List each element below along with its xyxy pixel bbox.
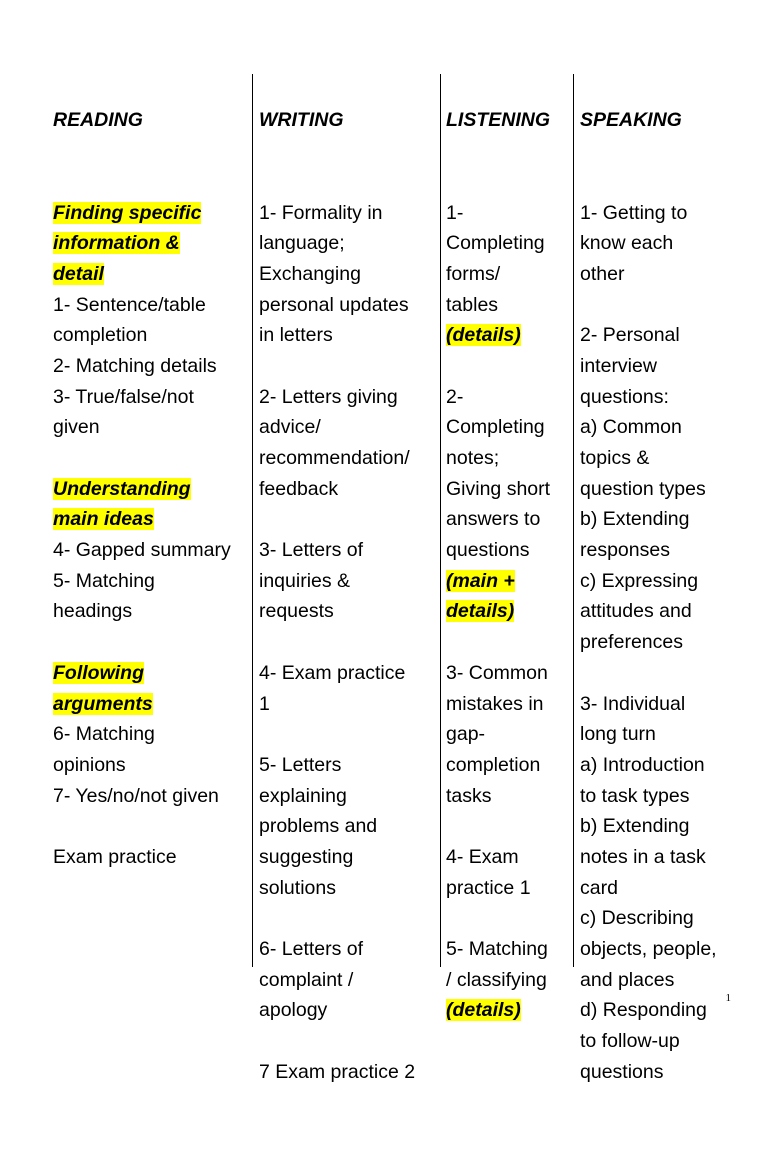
blank-line: [446, 351, 570, 382]
blank-line: [259, 903, 441, 934]
line-text: to task types: [580, 784, 690, 807]
blank-line: [446, 811, 570, 842]
text-line: [259, 412, 441, 443]
text-line: [53, 842, 249, 873]
text-line: [259, 198, 441, 229]
line-text: know each: [580, 232, 674, 255]
text-line: [259, 781, 441, 812]
line-text: c) Expressing: [580, 569, 699, 592]
text-line: [259, 842, 441, 873]
blank-line: [259, 351, 441, 382]
highlighted-line: [446, 995, 570, 1026]
text-line: [446, 504, 570, 535]
line-text: in letters: [259, 324, 333, 347]
text-line: [580, 351, 760, 382]
text-line: [53, 719, 249, 750]
highlighted-line: [53, 198, 249, 229]
text-line: [53, 566, 249, 597]
text-line: [580, 382, 760, 413]
text-line: [580, 719, 760, 750]
line-text: 3- Letters of: [259, 539, 364, 562]
line-text: recommendation/: [259, 447, 410, 470]
line-text: personal updates: [259, 293, 409, 316]
highlighted-line: [53, 228, 249, 259]
text-line: [446, 781, 570, 812]
text-line: [259, 596, 441, 627]
text-line: [53, 535, 249, 566]
line-text: requests: [259, 600, 334, 623]
line-text: mistakes in: [446, 692, 544, 715]
line-text: attitudes and: [580, 600, 692, 623]
text-line: [446, 965, 570, 996]
text-line: [259, 689, 441, 720]
line-text: inquiries &: [259, 569, 351, 592]
text-line: [446, 412, 570, 443]
line-text: c) Describing: [580, 907, 694, 930]
blank-line: [446, 903, 570, 934]
text-line: [259, 474, 441, 505]
line-text: 3- Individual: [580, 692, 686, 715]
line-text: 1-: [446, 201, 464, 224]
text-line: [580, 842, 760, 873]
text-line: [580, 1026, 760, 1057]
speaking-header: SPEAKING: [580, 109, 682, 132]
listening-header: LISTENING: [446, 109, 551, 132]
line-text: objects, people,: [580, 938, 717, 961]
blank-line: [259, 504, 441, 535]
speaking-lines: [580, 198, 760, 1088]
highlighted-text: details): [446, 600, 515, 623]
column-divider-2: [440, 74, 441, 967]
highlighted-text: (details): [446, 324, 521, 347]
text-line: [53, 412, 249, 443]
line-text: questions: [446, 539, 530, 562]
text-line: [259, 658, 441, 689]
text-line: [446, 750, 570, 781]
line-text: 2-: [446, 385, 464, 408]
highlighted-line: [53, 259, 249, 290]
text-line: [53, 290, 249, 321]
line-text: questions: [580, 1060, 664, 1083]
line-text: notes in a task: [580, 845, 706, 868]
line-text: advice/: [259, 416, 321, 439]
line-text: responses: [580, 539, 670, 562]
line-text: feedback: [259, 477, 339, 500]
line-text: Exam practice: [53, 845, 177, 868]
blank-line: [259, 627, 441, 658]
text-line: [259, 320, 441, 351]
text-line: [259, 873, 441, 904]
line-text: 6- Matching: [53, 723, 155, 746]
highlighted-line: [53, 504, 249, 535]
line-text: topics &: [580, 447, 650, 470]
line-text: tasks: [446, 784, 492, 807]
line-text: notes;: [446, 447, 500, 470]
line-text: card: [580, 876, 618, 899]
column-divider-3: [573, 74, 574, 967]
line-text: a) Introduction: [580, 753, 705, 776]
highlighted-text: Understanding: [53, 477, 191, 500]
text-line: [259, 228, 441, 259]
highlighted-line: [53, 658, 249, 689]
highlighted-line: [53, 474, 249, 505]
text-line: [580, 443, 760, 474]
text-line: [446, 658, 570, 689]
text-line: [580, 1057, 760, 1088]
text-line: [580, 412, 760, 443]
text-line: [446, 934, 570, 965]
text-line: [580, 504, 760, 535]
text-line: [580, 566, 760, 597]
highlighted-text: main ideas: [53, 508, 154, 531]
highlighted-line: [446, 596, 570, 627]
line-text: 1- Sentence/table: [53, 293, 206, 316]
reading-lines: [53, 198, 249, 873]
blank-line: [580, 658, 760, 689]
line-text: explaining: [259, 784, 347, 807]
line-text: a) Common: [580, 416, 682, 439]
writing-column: [259, 44, 441, 1149]
line-text: Completing: [446, 232, 545, 255]
line-text: and places: [580, 968, 675, 991]
line-text: Completing: [446, 416, 545, 439]
line-text: interview: [580, 354, 657, 377]
highlighted-text: Following: [53, 661, 144, 684]
blank-line: [53, 443, 249, 474]
highlighted-text: (main +: [446, 569, 515, 592]
text-line: [580, 198, 760, 229]
line-text: tables: [446, 293, 499, 316]
line-text: problems and: [259, 815, 378, 838]
text-line: [446, 382, 570, 413]
text-line: [259, 965, 441, 996]
line-text: completion: [446, 753, 541, 776]
text-line: [446, 198, 570, 229]
reading-column: [53, 44, 249, 934]
text-line: [580, 811, 760, 842]
text-line: [259, 934, 441, 965]
line-text: 6- Letters of: [259, 938, 364, 961]
text-line: [259, 995, 441, 1026]
text-line: [259, 535, 441, 566]
text-line: [580, 995, 760, 1026]
text-line: [53, 382, 249, 413]
listening-lines: [446, 198, 570, 1027]
text-line: [446, 443, 570, 474]
line-text: language;: [259, 232, 345, 255]
text-line: [446, 535, 570, 566]
text-line: [446, 474, 570, 505]
line-text: 4- Gapped summary: [53, 539, 231, 562]
line-text: 2- Letters giving: [259, 385, 398, 408]
blank-line: [53, 811, 249, 842]
page-number: 1: [725, 992, 731, 1004]
line-text: 1- Formality in: [259, 201, 383, 224]
text-line: [580, 750, 760, 781]
writing-lines: [259, 198, 441, 1088]
text-line: [580, 934, 760, 965]
line-text: 1- Getting to: [580, 201, 688, 224]
listening-column: [446, 44, 570, 1087]
text-line: [446, 689, 570, 720]
line-text: 7 Exam practice 2: [259, 1060, 416, 1083]
line-text: questions:: [580, 385, 669, 408]
text-line: [259, 566, 441, 597]
line-text: long turn: [580, 723, 656, 746]
line-text: opinions: [53, 753, 126, 776]
blank-line: [259, 1026, 441, 1057]
line-text: b) Extending: [580, 508, 690, 531]
line-text: forms/: [446, 262, 501, 285]
line-text: Exchanging: [259, 262, 361, 285]
text-line: [53, 351, 249, 382]
highlighted-text: Finding specific: [53, 201, 202, 224]
text-line: [259, 750, 441, 781]
line-text: 4- Exam: [446, 845, 519, 868]
line-text: other: [580, 262, 625, 285]
reading-header: READING: [53, 109, 143, 132]
line-text: d) Responding: [580, 999, 707, 1022]
blank-line: [580, 290, 760, 321]
line-text: 3- True/false/not: [53, 385, 194, 408]
text-line: [580, 320, 760, 351]
text-line: [259, 443, 441, 474]
line-text: 5- Letters: [259, 753, 342, 776]
text-line: [259, 259, 441, 290]
text-line: [259, 811, 441, 842]
line-text: b) Extending: [580, 815, 690, 838]
line-text: 4- Exam practice: [259, 661, 406, 684]
text-line: [580, 228, 760, 259]
highlighted-line: [53, 689, 249, 720]
line-text: practice 1: [446, 876, 531, 899]
line-text: 3- Common: [446, 661, 548, 684]
line-text: completion: [53, 324, 148, 347]
highlighted-line: [446, 566, 570, 597]
line-text: 7- Yes/no/not given: [53, 784, 219, 807]
highlighted-text: arguments: [53, 692, 153, 715]
text-line: [53, 750, 249, 781]
text-line: [580, 627, 760, 658]
column-divider-1: [252, 74, 253, 967]
highlighted-line: [446, 320, 570, 351]
line-text: headings: [53, 600, 133, 623]
line-text: 2- Personal: [580, 324, 680, 347]
text-line: [580, 689, 760, 720]
text-line: [53, 781, 249, 812]
text-line: [580, 781, 760, 812]
blank-line: [53, 627, 249, 658]
line-text: 5- Matching: [446, 938, 548, 961]
highlighted-text: information &: [53, 232, 180, 255]
blank-line: [259, 719, 441, 750]
text-line: [580, 474, 760, 505]
blank-line: [446, 627, 570, 658]
line-text: question types: [580, 477, 706, 500]
text-line: [580, 873, 760, 904]
text-line: [446, 873, 570, 904]
line-text: 5- Matching: [53, 569, 155, 592]
line-text: suggesting: [259, 845, 354, 868]
text-line: [446, 228, 570, 259]
line-text: given: [53, 416, 100, 439]
text-line: [53, 596, 249, 627]
line-text: 1: [259, 692, 270, 715]
text-line: [446, 290, 570, 321]
text-line: [580, 903, 760, 934]
text-line: [446, 259, 570, 290]
line-text: apology: [259, 999, 328, 1022]
line-text: gap-: [446, 723, 486, 746]
line-text: preferences: [580, 631, 683, 654]
text-line: [446, 842, 570, 873]
text-line: [259, 382, 441, 413]
highlighted-text: (details): [446, 999, 521, 1022]
text-line: [580, 259, 760, 290]
speaking-column: [580, 44, 760, 1149]
writing-header: WRITING: [259, 109, 344, 132]
text-line: [259, 1057, 441, 1088]
line-text: 2- Matching details: [53, 354, 217, 377]
text-line: [53, 320, 249, 351]
line-text: solutions: [259, 876, 336, 899]
text-line: [580, 965, 760, 996]
line-text: / classifying: [446, 968, 547, 991]
highlighted-text: detail: [53, 262, 104, 285]
line-text: answers to: [446, 508, 541, 531]
line-text: to follow-up: [580, 1030, 680, 1053]
text-line: [580, 535, 760, 566]
line-text: Giving short: [446, 477, 551, 500]
text-line: [580, 596, 760, 627]
text-line: [259, 290, 441, 321]
text-line: [446, 719, 570, 750]
line-text: complaint /: [259, 968, 354, 991]
